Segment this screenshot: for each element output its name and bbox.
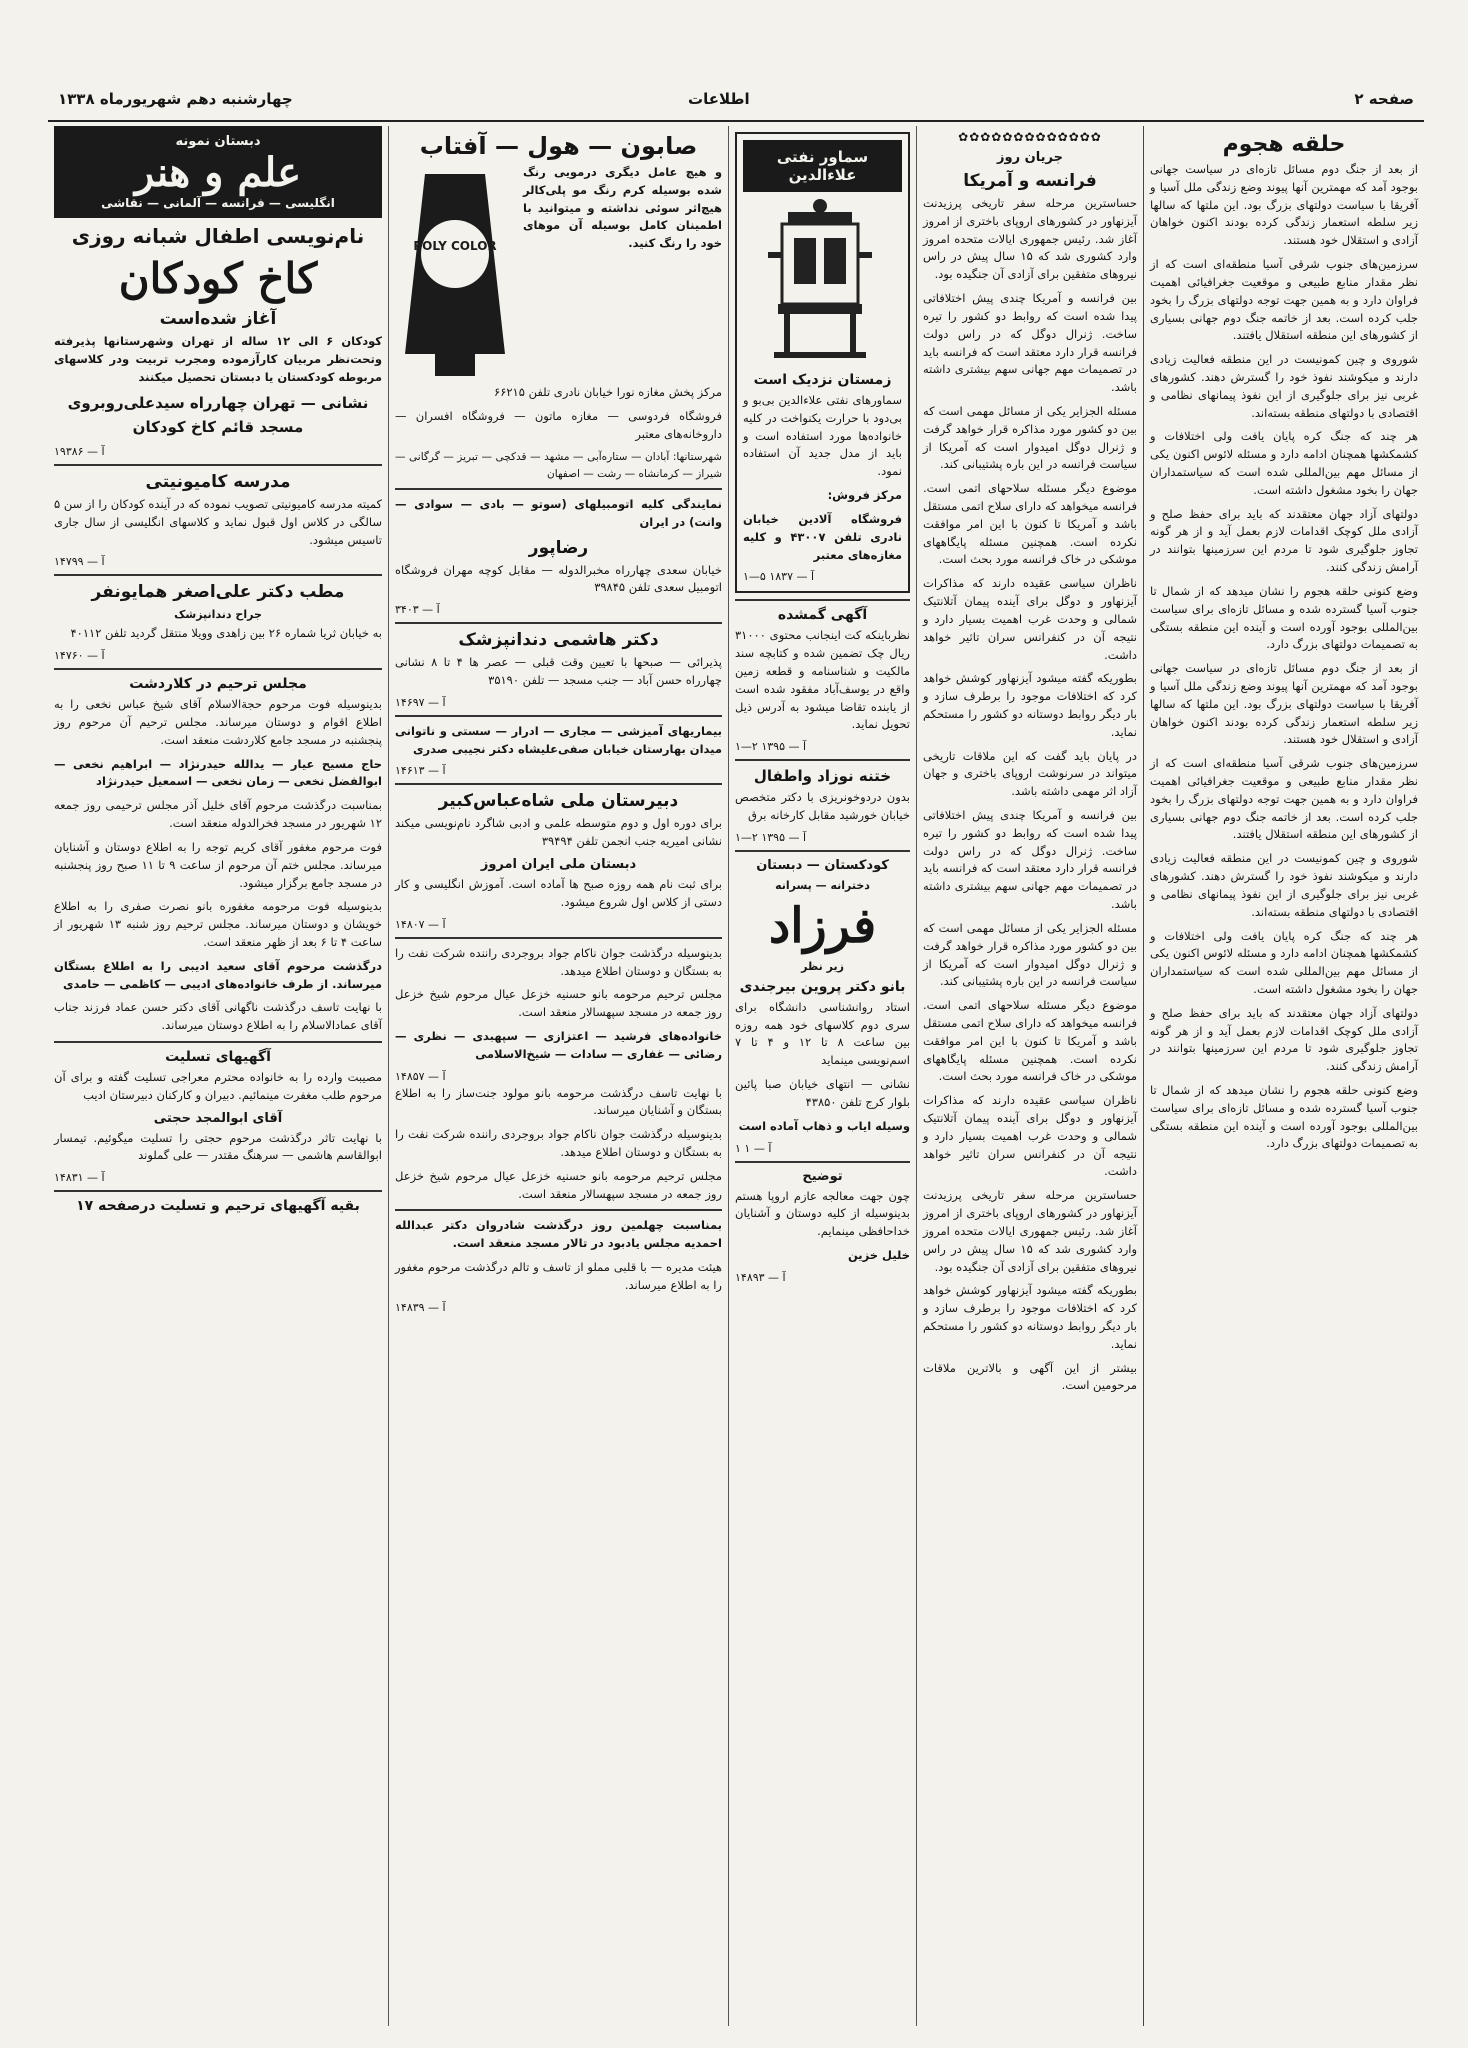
farzad-name: فرزاد [768,897,877,954]
obituary-column [48,126,388,2026]
editorial-paragraph: شوروی و چین کمونیست در این منطقه فعالیت زیادی دارند و میکوشند نفوذ خود را گسترش دهند. کشورهای غربی نیز برای جلوگیری از این نفوذ پیمانهای نظامی و اقتصادی با دولتهای منطقه بسته‌اند. [1150,851,1418,919]
farzad-sub: دخترانه — پسرانه [775,878,870,892]
farzad-text: استاد روانشناسی دانشگاه برای سری دوم کلاسهای خود همه روزه بین ساعت ۸ تا ۱۲ و ۴ تا ۷ اسم‌نویسی مینماید [735,999,911,1068]
farzad-transport: وسیله ایاب و ذهاب آماده است [738,1118,910,1133]
editorial-paragraph: سرزمین‌های جنوب شرقی آسیا منطقه‌ای است که از نظر مقدار منابع طبیعی و موقعیت جغرافیائی اهمیت فراوان دارد و به همین جهت توجه دولتهای بزرگ را بخود جلب کرده است. بعد از خاتمه جنگ دوم جهانی بسیاری از کشورهای این منطقه استقلال یافتند. [1150,257,1418,343]
section-tag: جریان روز [997,150,1063,165]
obituary-families: حاج مسیح عیار — یدالله حیدرنژاد — ابراهیم نخعی — ابوالفضل نخعی — زمان نخعی — اسمعیل حیدرنژاد [54,756,382,789]
ad-code: آ — ۱۹۳۸۶ [54,444,105,458]
paint-tube-illustration [395,164,515,384]
ad-code: آ — ۱۴۸۳۹ [395,1300,446,1314]
article-paragraph: موضوع دیگر مسئله سلاحهای اتمی است. فرانسه میخواهد که دارای سلاح اتمی مستقل باشد و آمریکا تا کنون با این امر موافقت نکرده است. همچنین مسئله پایگاههای موشکی در خاک فرانسه مورد بحث است. [923,481,1137,567]
memorial-notice: بمناسبت چهلمین روز درگذشت شادروان دکتر عبدالله احمدیه مجلس یادبود در تالار مسجد منعقد است. [395,1218,722,1251]
obituary-text: مجلس ترحیم مرحومه بانو حسنیه خزعل عیال مرحوم شیخ خزعل روز جمعه در مسجد سپهسالار منعقد است. [395,1168,722,1201]
editorial-title: حلقه هجوم [1222,132,1346,157]
kindergarten-address: نشانی — تهران چهارراه سیدعلی‌روبروی مسجد قائم کاخ کودکان [67,394,369,436]
ad-code: آ — ۱۳۹۵ ۲—۱ [735,830,807,844]
divider [395,622,722,624]
editorial-paragraph: از بعد از جنگ دوم مسائل تازه‌ای در سیاست جهانی بوجود آمد که مهمترین آنها پیوند وضع زندگی ملل آسیا و آفریقا با سیاست دولتهای بزرگ بود. این ملتها که سالها زیر سلطه استعمار زندگی کرده بودند اکنون خواهان آزادی و استقلال خود هستند. [1150,661,1418,747]
memorial-notice-2: هیئت مدیره — با قلبی مملو از تاسف و تالم درگذشت مرحوم مغفور را به اطلاع میرساند. [395,1260,722,1292]
divider [395,1209,722,1211]
paint-ad [395,164,722,384]
editorial-paragraph: هر چند که جنگ کره پایان یافت ولی اختلافات و کشمکشها همچنان ادامه دارد و مسئله لائوس اکنون یکی از مسائل مهم بین‌المللی شده است که سیاستمداران جهان را بخود مشغول داشته است. [1150,928,1418,996]
header-page-number: صفحه ۲ [1354,90,1414,108]
kindergarten-text: کودکان ۶ الی ۱۲ ساله از تهران وشهرستانها پذیرفته وتحت‌نظر مربیان کارآزموده ومجرب تربیت ودر کلاسهای مربوطه کودکستان یا دبستان تحصیل میکنند [54,334,382,384]
samovar-headline: زمستان نزدیک است [753,372,892,388]
farzad-address: نشانی — انتهای خیابان صبا پائین بلوار کرج تلفن ۴۳۸۵۰ [735,1077,910,1109]
divider [395,488,722,490]
school-ad-text2: برای ثبت نام همه روزه صبح ها آماده است. آموزش انگلیسی و کار دستی از کلاس اول شروع میشود. [395,877,722,909]
ad-code: آ — ۱۴۸۳۱ [54,1171,105,1185]
article-paragraph: حساسترین مرحله سفر تاریخی پرزیدنت آیزنهاور در کشورهای اروپای باختری از امروز آغاز شد. رئیس جمهوری ایالات متحده امروز وارد کشوری شد که ۱۵ سال پیش در راس نیروهای متفقین برای آزادی آن جنگیده بود. [923,1188,1137,1274]
divider [735,850,910,852]
editorial-column [1143,126,1424,2026]
editorial-paragraph: سرزمین‌های جنوب شرقی آسیا منطقه‌ای است که از نظر مقدار منابع طبیعی و موقعیت جغرافیائی اهمیت فراوان دارد و به همین جهت توجه دولتهای بزرگ را بخود جلب کرده است. بعد از خاتمه جنگ دوم جهانی بسیاری از کشورهای این منطقه استقلال یافتند. [1150,756,1418,842]
car-dealer-name: رضاپور [528,537,589,558]
notice-title: توضیح [802,1168,843,1184]
obituary-text: بمناسبت درگذشت مرحوم آقای خلیل آذر مجلس ترحیمی روز جمعه ۱۲ شهریور در مسجد فخرالدوله منعقد است. [54,798,382,831]
editorial-paragraph: از بعد از جنگ دوم مسائل تازه‌ای در سیاست جهانی بوجود آمد که مهمترین آنها پیوند وضع زندگی ملل آسیا و آفریقا با سیاست دولتهای بزرگ بود. این ملتها که سالها زیر سلطه استعمار زندگی کرده بودند اکنون خواهان آزادی و استقلال خود هستند. [1150,162,1418,248]
divider [54,1190,382,1192]
article-paragraph: حساسترین مرحله سفر تاریخی پرزیدنت آیزنهاور در کشورهای اروپای باختری از امروز آغاز شد. رئیس جمهوری ایالات متحده امروز وارد کشوری شد که ۱۵ سال پیش در راس نیروهای متفقین برای آزادی آن جنگیده بود. [923,196,1137,282]
article-paragraph: ناظران سیاسی عقیده دارند که مذاکرات آیزنهاور و دوگل برای آینده پیمان آتلانتیک شمالی و وحدت غرب اهمیت بسیار دارد و نتیجه آن در کنفرانس سران تاثیر خواهد داشت. [923,1093,1137,1179]
condolence-text: مصیبت وارده را به خانواده محترم معراجی تسلیت گفته و برای آن مرحوم طلب مغفرت مینمائیم. دبیران و کارکنان دبیرستان ادیب [54,1070,382,1102]
editorial-paragraph: هر چند که جنگ کره پایان یافت ولی اختلافات و کشمکشها همچنان ادامه دارد و مسئله لائوس اکنون یکی از مسائل مهم بین‌المللی شده است که سیاستمداران جهان را بخود مشغول داشته است. [1150,429,1418,497]
farzad-supervision: زیر نظر [801,959,844,973]
divider [54,668,382,670]
clinic-title: مطب دکتر علی‌اصغر همایونفر [91,582,345,603]
paint-brand: POLY COLOR [413,239,497,253]
page-header [48,86,1424,122]
paint-agent: مرکز پخش مغازه نورا خیابان نادری تلفن ۶۶۲۱۵ [494,385,722,399]
samovar-ad [735,132,910,593]
clinic-ad-text: بیماریهای آمیزشی — مجاری — ادرار — سستی و ناتوانی میدان بهارستان خیابان صفی‌علیشاه دکتر نجیبی صدری [395,723,722,756]
ad-code: آ — ۱۸۳۷ ۵—۱ [743,570,815,584]
ad-code: آ — ۱۴۸۵۷ [395,1069,446,1083]
ornament-divider: ✿✿✿✿✿✿✿✿✿✿✿✿✿ [958,130,1102,144]
divider [54,574,382,576]
article-paragraph: بین فرانسه و آمریکا چندی پیش اختلافاتی پیدا شده است که روابط دو کشور را تیره ساخت. ژنرال دوگل که در راس دولت فرانسه قرار دارد معتقد است که فرانسه باید در تصمیمات مهم جهانی سهم بیشتری داشته باشد. [923,291,1137,395]
editorial-paragraph: شوروی و چین کمونیست در این منطقه فعالیت زیادی دارند و میکوشند نفوذ خود را گسترش دهند. کشورهای غربی نیز برای جلوگیری از این نفوذ پیمانهای نظامی و اقتصادی با دولتهای منطقه بسته‌اند. [1150,352,1418,420]
continued-notice: بقیه آگهیهای ترحیم و تسلیت درصفحه ۱۷ [76,1198,360,1215]
divider [735,1161,910,1163]
condolence-text: با نهایت تاثر درگذشت مرحوم حجتی را تسلیت میگوئیم. تیمسار ابوالقاسم هاشمی — سرهنگ مقتدر — علی گملوند [54,1130,382,1163]
obituary-families: درگذشت مرحوم آقای سعید ادیبی را به اطلاع بستگان میرساند. از طرف خانواده‌های ادیبی — کاظمی — حامدی [54,958,382,991]
condolence-sub: آقای ابوالمجد حجتی [153,1110,283,1126]
ad-code: آ — ۱۳۹۵ ۲—۱ [735,740,807,754]
news-column [916,126,1143,2026]
divider [735,599,910,601]
ads-column-wide [388,126,728,2026]
school-ad-text: برای دوره اول و دوم متوسطه علمی و ادبی شاگرد نام‌نویسی میکند نشانی امیریه جنب انجمن تلفن ۳۹۴۹۴ [395,816,722,849]
article-paragraph: بطوریکه گفته میشود آیزنهاور کوشش خواهد کرد که اختلافات موجود را برطرف سازد و بار دیگر روابط دوستانه دو کشور را مستحکم نماید. [923,671,1137,739]
article-title: فرانسه و آمریکا [963,171,1097,191]
obituary-text: بدینوسیله فوت مرحوم حجةالاسلام آقای شیخ عباس نخعی را به اطلاع اقوام و دوستان میرساند. مجلس ترحیم آن مرحوم روز پنجشنبه در مسجد جامع کلاردشت منعقد است. [54,697,382,747]
editorial-paragraph: وضع کنونی حلقه هجوم را نشان میدهد که از شمال تا جنوب آسیا گسترده شده و مسائل تازه‌ای برای سیاست بین‌المللی بوجود آورده است و آینده این منطقه بستگی به تصمیمات دولتهای بزرگ دارد. [1150,1083,1418,1151]
kindergarten-start: آغاز شده‌است [159,309,277,329]
ad-code: آ — ۱۴۶۱۳ [395,764,446,778]
obituary-text: مجلس ترحیم مرحومه بانو حسنیه خزعل عیال مرحوم شیخ خزعل روز جمعه در مسجد سپهسالار منعقد است. [395,987,722,1020]
obituary-text: بدینوسیله درگذشت جوان ناکام جواد بروجردی راننده شرکت نفت را به بستگان و دوستان اطلاع میدهد. [395,945,722,978]
car-dealer-text: خیابان سعدی چهارراه مخبرالدوله — مقابل کوچه مهران فروشگاه اتومبیل سعدی تلفن ۳۹۸۴۵ [395,562,722,595]
notice-signature: خلیل خزین [847,1247,910,1262]
newspaper-page [48,126,1424,2026]
editorial-paragraph: دولتهای آزاد جهان معتقدند که باید برای حفظ صلح و آزادی ملل کوچک اقدامات لازم بعمل آید و از هر گونه تجاوز جلوگیری شود تا مردم این سرزمینها بتوانند در آرامش زندگی کنند. [1150,1005,1418,1074]
clinic-sub: جراح دندانپزشک [174,608,262,622]
article-paragraph: مسئله الجزایر یکی از مسائل مهمی است که بین دو کشور مورد مذاکره قرار خواهد گرفت و ژنرال دوگل امیدوار است که آمریکا از سیاست فرانسه در این باره پشتیبانی کند. [923,920,1137,989]
kindergarten-name: کاخ کودکان [118,254,318,303]
article-paragraph: بین فرانسه و آمریکا چندی پیش اختلافاتی پیدا شده است که روابط دو کشور را تیره ساخت. ژنرال دوگل که در راس دولت فرانسه قرار دارد معتقد است که فرانسه باید در تصمیمات مهم جهانی سهم بیشتری داشته باشد. [923,808,1137,912]
article-paragraph: در پایان باید گفت که این ملاقات تاریخی میتواند در سرنوشت اروپای باختری و جهان آزاد اثر مهمی داشته باشد. [923,748,1137,799]
obituary-text: با نهایت تاسف درگذشت ناگهانی آقای دکتر حسن عماد فرزند جناب آقای عمادالاسلام را به اطلاع دوستان میرساند. [54,1000,382,1033]
header-date: چهارشنبه دهم شهریورماه ۱۳۳۸ [58,90,293,108]
divider [54,464,382,466]
elm-va-honar-ad [54,126,382,218]
editorial-paragraph: دولتهای آزاد جهان معتقدند که باید برای حفظ صلح و آزادی ملل کوچک اقدامات لازم بعمل آید و از هر گونه تجاوز جلوگیری شود تا مردم این سرزمینها بتوانند در آرامش زندگی کنند. [1150,506,1418,575]
paint-cities: شهرستانها: آبادان — ستاره‌آبی — مشهد — قدکچی — تبریز — گرگانی — شیراز — کرمانشاه — رشت — اصفهان [395,451,722,480]
divider [395,937,722,939]
obituary-text: بدینوسیله فوت مرحومه مغفوره بانو نصرت صفری را به اطلاع خویشان و دوستان میرساند. مجلس ترحیم روز شنبه ۱۳ شهریور از ساعت ۴ تا ۶ بعد از ظهر منعقد است. [54,899,382,949]
school-ad-title: دبیرستان ملی شاه‌عباس‌کبیر [438,791,679,812]
circumcision-ad-text: بدون دردوخونریزی با دکتر متخصص خیابان خورشید مقابل کارخانه برق [735,790,910,822]
community-school-text: کمیته مدرسه کامیونیتی تصویب نموده که در آینده کودکان را از سن ۵ سالگی در کلاس اول قبول نماید و کلاسهای انگلیسی از سال جاری تاسیس میشود. [54,496,382,547]
lost-notice-title: آگهی گمشده [777,607,868,624]
ads-column-narrow [728,126,916,2026]
ad-code: آ — ۱ ۱ [735,1141,772,1155]
condolences-title: آگهیهای تسلیت [165,1049,271,1065]
notice-text: چون جهت معالجه عازم اروپا هستم بدینوسیله از کلیه دوستان و آشنایان خداحافظی مینمایم. [735,1188,910,1239]
elm-ad-title: علم و هنر [134,149,302,196]
article-paragraph: مسئله الجزایر یکی از مسائل مهمی است که بین دو کشور مورد مذاکره قرار خواهد گرفت و ژنرال دوگل امیدوار است که آمریکا از سیاست فرانسه در این باره پشتیبانی کند. [923,403,1137,472]
ad-code: آ — ۱۴۶۹۷ [395,695,446,709]
school-ad-sub: دبستان ملی ایران امروز [480,857,637,873]
obituary-text: با نهایت تاسف درگذشت مرحومه بانو مولود جنت‌ساز را به اطلاع بستگان و آشنایان میرساند. [395,1085,722,1118]
samovar-dealer: فروشگاه آلادین خیابان نادری تلفن ۴۳۰۰۷ و کلیه مغازه‌های معتبر [743,511,902,562]
paint-branches: فروشگاه فردوسی — مغازه ماتون — فروشگاه افسران — داروخانه‌های معتبر [395,408,722,441]
memorial-title: مجلس ترحیم در کلاردشت [129,676,307,693]
lost-notice-text: نظرباینکه کت اینجانب محتوی ۳۱۰۰۰ ریال چک تضمین شده و کتابچه سند مالکیت و شناسنامه و قطعه زمین واقع در یوسف‌آباد مفقود شده است از یابنده تقاضا میشود به آدرس ذیل تحویل نماید. [735,628,910,732]
editorial-paragraph: وضع کنونی حلقه هجوم را نشان میدهد که از شمال تا جنوب آسیا گسترده شده و مسائل تازه‌ای برای سیاست بین‌المللی بوجود آورده است و آینده این منطقه بستگی به تصمیمات دولتهای بزرگ دارد. [1150,583,1418,652]
ad-code: آ — ۱۴۷۹۹ [54,555,105,569]
obituary-text: فوت مرحوم مغفور آقای کریم توجه را به اطلاع دوستان و آشنایان میرساند. مجلس ختم آن مرحوم از ساعت ۹ تا ۱۱ صبح روز پنجشنبه در مسجد جامع برگزار میشود. [54,839,382,890]
obituary-families: خانواده‌های فرشید — اعتزازی — سپهبدی — نظری — رضائی — غفاری — سادات — شیخ‌الاسلامی [395,1028,722,1061]
dentist-text: پذیرائی — صبحها با تعیین وقت قبلی — عصر ها ۴ تا ۸ نشانی چهارراه حسن آباد — جنب مسجد — تلفن ۳۵۱۹۰ [395,655,723,688]
farzad-schools: کودکستان — دبستان [756,857,889,873]
clinic-text: به خیابان ثریا شماره ۲۶ بین زاهدی وویلا منتقل گردید تلفن ۴۰۱۱۲ [70,626,382,641]
samovar-illustration [738,192,902,362]
ad-code: آ — ۱۴۸۹۳ [735,1270,786,1284]
obituary-text: بدینوسیله درگذشت جوان ناکام جواد بروجردی راننده شرکت نفت را به بستگان و دوستان اطلاع میدهد. [395,1127,722,1160]
article-paragraph: موضوع دیگر مسئله سلاحهای اتمی است. فرانسه میخواهد که دارای سلاح اتمی مستقل باشد و آمریکا تا کنون با این امر موافقت نکرده است. همچنین مسئله پایگاههای موشکی در خاک فرانسه مورد بحث است. [923,998,1137,1084]
ad-code: آ — ۱۴۷۶۰ [54,649,105,663]
soap-ad-title: صابون — هول — آفتاب [419,132,698,160]
paint-ad-text: و هیچ عامل دیگری درمویی رنگ شده بوسیله کرم‌ رنگ مو پلی‌کالر هیچ‌اثر سوئی نداشته و میتوانید با اطمینان کامل بوسیله آن موهای خود را رنگ کنید. [523,165,722,251]
samovar-dealer-label: مرکز فروش: [827,488,902,503]
article-paragraph: ناظران سیاسی عقیده دارند که مذاکرات آیزنهاور و دوگل برای آینده پیمان آتلانتیک شمالی و وحدت غرب اهمیت بسیار دارد و نتیجه آن در کنفرانس سران تاثیر خواهد داشت. [923,576,1137,662]
article-footer: بیشتر از این آگهی و بالاترین ملاقات مرحومین است. [923,1360,1137,1393]
samovar-brand: سماور نفتی علاءالدین [743,140,902,192]
ad-code: آ — ۳۴۰۳ [395,603,440,617]
divider [395,783,722,785]
ad-code: آ — ۱۴۸۰۷ [395,917,446,931]
elm-ad-sub: دبستان نمونه [175,134,261,149]
divider [735,759,910,761]
circumcision-ad-title: ختنه نوزاد واطفال [753,767,892,786]
divider [395,715,722,717]
community-school-title: مدرسه کامیونیتی [145,471,291,492]
article-paragraph: بطوریکه گفته میشود آیزنهاور کوشش خواهد کرد که اختلافات موجود را برطرف سازد و بار دیگر روابط دوستانه دو کشور را مستحکم نماید. [923,1283,1137,1351]
divider [54,1041,382,1043]
car-dealer-title: نمایندگی کلیه اتومبیلهای (سوتو — بادی — سوادی — وانت) در ایران [395,496,722,529]
kindergarten-lead: نام‌نویسی اطفال شبانه روزی [71,224,365,248]
elm-ad-text: انگلیسی — فرانسه — آلمانی — نقاشی [101,196,335,210]
samovar-text: سماورهای نفتی علاءالدین بی‌بو و بی‌دود با حرارت یکنواخت در کلیه خانواده‌ها مورد استفاده است و باید از مدل جدید آن استفاده نمود. [743,393,902,479]
header-newspaper-name: اطلاعات [688,90,750,108]
farzad-principal: بانو دکتر پروین بیرجندی [739,978,906,995]
dentist-title: دکتر هاشمی دندانپزشک [458,630,659,651]
